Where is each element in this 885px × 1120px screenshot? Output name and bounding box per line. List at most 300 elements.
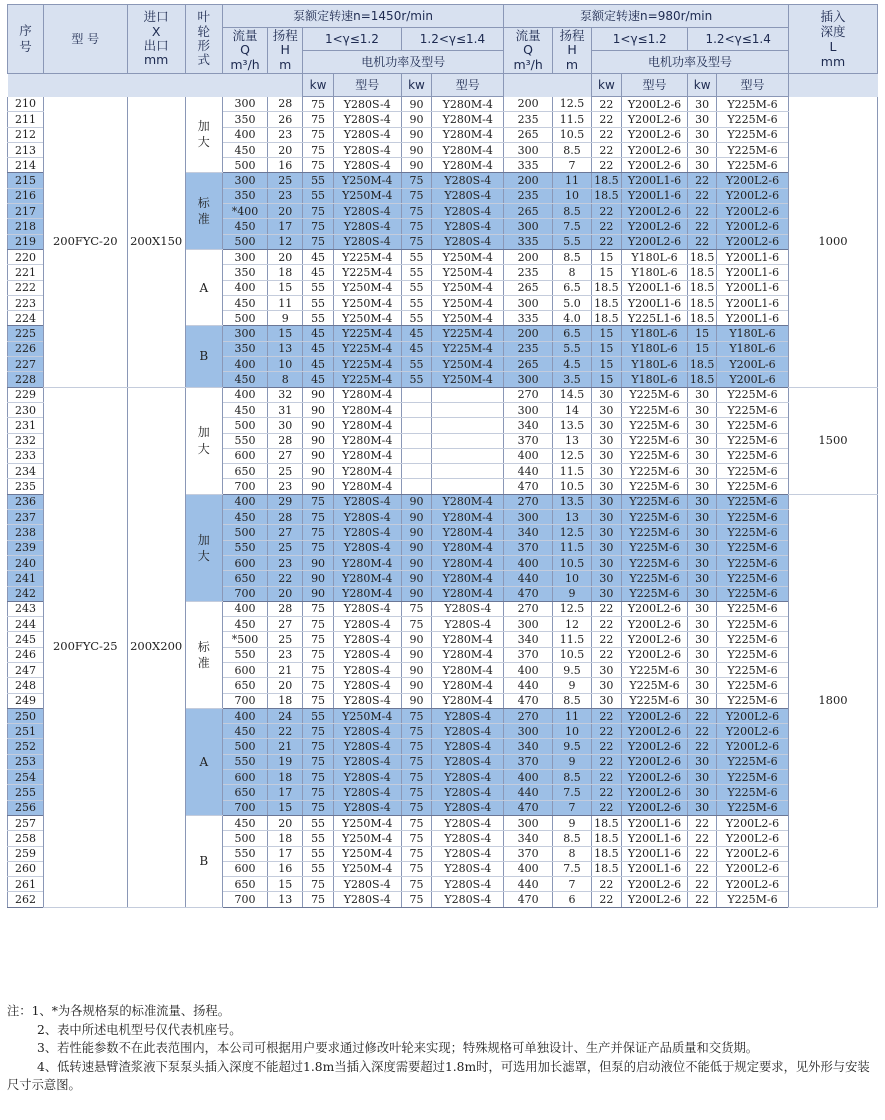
- cell-motor-g2-980: Y225M-6: [716, 112, 788, 127]
- cell-flow-1450: 600: [222, 770, 268, 785]
- cell-kw-g2-980: 30: [688, 464, 717, 479]
- cell-motor-g2-1450: Y250M-4: [432, 311, 504, 326]
- cell-motor-g1-1450: Y250M-4: [333, 311, 401, 326]
- cell-head-980: 12.5: [552, 97, 591, 112]
- cell-kw-g1-980: 22: [592, 739, 622, 754]
- cell-motor-g1-1450: Y280S-4: [333, 877, 401, 892]
- cell-head-1450: 20: [268, 678, 303, 693]
- cell-kw-g1-1450: 45: [303, 326, 334, 341]
- cell-no: 210: [8, 97, 44, 112]
- cell-no: 215: [8, 173, 44, 188]
- cell-no: 229: [8, 387, 44, 402]
- cell-motor-g2-980: Y225M-6: [716, 494, 788, 509]
- cell-motor-g1-1450: Y280S-4: [333, 693, 401, 708]
- cell-kw-g2-1450: 90: [401, 158, 432, 173]
- header-spacer-mid: [504, 74, 592, 97]
- cell-flow-980: 340: [504, 418, 553, 433]
- cell-flow-980: 300: [504, 402, 553, 417]
- cell-motor-g1-980: Y200L2-6: [621, 892, 688, 907]
- cell-kw-g1-980: 22: [592, 601, 622, 616]
- cell-kw-g1-1450: 75: [303, 601, 334, 616]
- cell-flow-1450: 350: [222, 341, 268, 356]
- cell-head-980: 11.5: [552, 632, 591, 647]
- cell-kw-g1-980: 15: [592, 326, 622, 341]
- cell-flow-1450: 400: [222, 357, 268, 372]
- cell-flow-980: 265: [504, 127, 553, 142]
- cell-no: 241: [8, 571, 44, 586]
- cell-motor-g2-980: Y200L2-6: [716, 815, 788, 830]
- cell-flow-980: 400: [504, 861, 553, 876]
- cell-motor-g2-980: Y225M-6: [716, 754, 788, 769]
- cell-motor-g2-980: Y200L1-6: [716, 295, 788, 310]
- cell-kw-g2-980: 22: [688, 892, 717, 907]
- cell-motor-g1-1450: Y280S-4: [333, 112, 401, 127]
- cell-no: 251: [8, 724, 44, 739]
- cell-kw-g2-980: 30: [688, 112, 717, 127]
- cell-kw-g2-1450: 55: [401, 372, 432, 387]
- cell-motor-g1-980: Y200L2-6: [621, 708, 688, 723]
- cell-kw-g1-1450: 90: [303, 448, 334, 463]
- cell-motor-g1-980: Y180L-6: [621, 249, 688, 264]
- cell-kw-g1-980: 22: [592, 724, 622, 739]
- cell-kw-g1-980: 30: [592, 494, 622, 509]
- cell-flow-1450: 700: [222, 892, 268, 907]
- cell-flow-980: 235: [504, 341, 553, 356]
- cell-kw-g2-1450: 90: [401, 586, 432, 601]
- cell-motor-g1-1450: Y280S-4: [333, 617, 401, 632]
- cell-head-1450: 20: [268, 815, 303, 830]
- cell-motor-g1-1450: Y225M-4: [333, 265, 401, 280]
- cell-head-1450: 27: [268, 617, 303, 632]
- cell-flow-1450: 300: [222, 97, 268, 112]
- cell-motor-g2-1450: Y280S-4: [432, 173, 504, 188]
- cell-motor-g2-980: Y180L-6: [716, 341, 788, 356]
- cell-head-1450: 20: [268, 142, 303, 157]
- cell-kw-g2-1450: 90: [401, 97, 432, 112]
- cell-motor-g2-980: Y225M-6: [716, 800, 788, 815]
- cell-kw-g2-980: 22: [688, 708, 717, 723]
- cell-flow-980: 400: [504, 770, 553, 785]
- cell-kw-g1-1450: 75: [303, 525, 334, 540]
- cell-flow-1450: 500: [222, 831, 268, 846]
- cell-kw-g1-980: 18.5: [592, 861, 622, 876]
- cell-motor-g2-980: Y200L2-6: [716, 219, 788, 234]
- cell-flow-980: 235: [504, 112, 553, 127]
- cell-kw-g1-1450: 75: [303, 632, 334, 647]
- cell-motor-g1-1450: Y280M-4: [333, 464, 401, 479]
- header-insert-depth: 插入 深度 L mm: [788, 5, 877, 74]
- cell-no: 216: [8, 188, 44, 203]
- cell-head-980: 14: [552, 402, 591, 417]
- cell-flow-980: 440: [504, 571, 553, 586]
- header-head-low: 扬程 H m: [552, 28, 591, 74]
- cell-head-980: 4.0: [552, 311, 591, 326]
- cell-kw-g1-1450: 75: [303, 739, 334, 754]
- header-motor-high: 电机功率及型号: [303, 51, 504, 74]
- cell-motor-g2-980: Y225M-6: [716, 418, 788, 433]
- cell-kw-g1-980: 22: [592, 142, 622, 157]
- cell-flow-980: 370: [504, 540, 553, 555]
- cell-motor-g1-1450: Y280S-4: [333, 892, 401, 907]
- cell-motor-g1-1450: Y225M-4: [333, 341, 401, 356]
- cell-kw-g2-1450: 90: [401, 647, 432, 662]
- cell-no: 233: [8, 448, 44, 463]
- cell-flow-980: 340: [504, 525, 553, 540]
- cell-flow-980: 470: [504, 892, 553, 907]
- cell-flow-1450: 400: [222, 280, 268, 295]
- cell-flow-980: 470: [504, 693, 553, 708]
- cell-motor-g2-1450: Y250M-4: [432, 295, 504, 310]
- cell-kw-g2-980: 30: [688, 647, 717, 662]
- header-spacer-left: [8, 74, 303, 97]
- cell-motor-g1-980: Y200L1-6: [621, 295, 688, 310]
- cell-motor-g1-980: Y225M-6: [621, 433, 688, 448]
- cell-head-1450: 20: [268, 249, 303, 264]
- cell-flow-1450: 400: [222, 601, 268, 616]
- cell-flow-980: 300: [504, 219, 553, 234]
- cell-flow-1450: 500: [222, 158, 268, 173]
- cell-head-1450: 21: [268, 739, 303, 754]
- cell-head-980: 7.5: [552, 785, 591, 800]
- cell-flow-1450: 650: [222, 785, 268, 800]
- cell-motor-g2-980: Y200L2-6: [716, 846, 788, 861]
- cell-motor-g2-980: Y200L2-6: [716, 234, 788, 249]
- cell-motor-g1-980: Y200L1-6: [621, 188, 688, 203]
- cell-kw-g2-980: 18.5: [688, 311, 717, 326]
- cell-motor-g2-1450: Y280S-4: [432, 601, 504, 616]
- cell-motor-g1-1450: Y250M-4: [333, 280, 401, 295]
- cell-flow-1450: 450: [222, 219, 268, 234]
- cell-kw-g2-980: 30: [688, 479, 717, 494]
- cell-kw-g2-1450: 75: [401, 815, 432, 830]
- cell-motor-g1-980: Y200L2-6: [621, 219, 688, 234]
- cell-motor-g2-1450: Y225M-4: [432, 341, 504, 356]
- cell-flow-1450: 300: [222, 249, 268, 264]
- cell-motor-g1-1450: Y280S-4: [333, 142, 401, 157]
- cell-no: 232: [8, 433, 44, 448]
- cell-motor-g1-980: Y225M-6: [621, 510, 688, 525]
- cell-motor-g1-1450: Y250M-4: [333, 295, 401, 310]
- cell-motor-g1-980: Y200L1-6: [621, 815, 688, 830]
- cell-kw-g1-980: 30: [592, 387, 622, 402]
- cell-kw-g1-1450: 45: [303, 341, 334, 356]
- cell-flow-980: 270: [504, 494, 553, 509]
- cell-motor-g2-1450: Y250M-4: [432, 372, 504, 387]
- notes-section: [7, 1002, 879, 1095]
- cell-kw-g2-1450: [401, 433, 432, 448]
- cell-kw-g2-1450: 75: [401, 188, 432, 203]
- cell-head-1450: 11: [268, 295, 303, 310]
- cell-motor-g2-1450: Y280S-4: [432, 739, 504, 754]
- cell-kw-g1-1450: 55: [303, 311, 334, 326]
- cell-kw-g2-1450: 90: [401, 662, 432, 677]
- cell-motor-g1-980: Y200L2-6: [621, 158, 688, 173]
- cell-motor-g2-980: Y225M-6: [716, 785, 788, 800]
- header-head-high: 扬程 H m: [268, 28, 303, 74]
- cell-head-980: 6.5: [552, 326, 591, 341]
- cell-head-980: 6.5: [552, 280, 591, 295]
- cell-head-980: 7.5: [552, 861, 591, 876]
- cell-motor-g1-1450: Y250M-4: [333, 861, 401, 876]
- cell-motor-g2-1450: [432, 387, 504, 402]
- cell-head-1450: 21: [268, 662, 303, 677]
- cell-motor-g1-1450: Y225M-4: [333, 372, 401, 387]
- cell-head-1450: 15: [268, 280, 303, 295]
- cell-motor-g2-980: Y225M-6: [716, 142, 788, 157]
- cell-kw-g2-980: 15: [688, 341, 717, 356]
- cell-head-980: 9: [552, 586, 591, 601]
- cell-motor-g1-1450: Y280S-4: [333, 724, 401, 739]
- cell-kw-g1-980: 30: [592, 448, 622, 463]
- cell-kw-g1-1450: 75: [303, 234, 334, 249]
- cell-motor-g2-1450: Y280S-4: [432, 861, 504, 876]
- cell-kw-g2-980: 30: [688, 494, 717, 509]
- cell-flow-1450: 350: [222, 112, 268, 127]
- cell-kw-g2-980: 30: [688, 142, 717, 157]
- cell-kw-g2-1450: 55: [401, 280, 432, 295]
- cell-motor-g1-1450: Y280M-4: [333, 418, 401, 433]
- cell-motor-g1-1450: Y225M-4: [333, 249, 401, 264]
- cell-kw-g1-980: 30: [592, 402, 622, 417]
- cell-kw-g1-980: 30: [592, 540, 622, 555]
- cell-head-980: 13.5: [552, 418, 591, 433]
- cell-kw-g2-1450: 75: [401, 204, 432, 219]
- cell-motor-g2-1450: Y280S-4: [432, 800, 504, 815]
- cell-motor-g2-1450: Y280M-4: [432, 693, 504, 708]
- cell-flow-1450: 300: [222, 326, 268, 341]
- cell-motor-g1-980: Y200L2-6: [621, 800, 688, 815]
- cell-motor-g2-980: Y200L2-6: [716, 724, 788, 739]
- header-type-2: 型号: [432, 74, 504, 97]
- cell-motor-g1-1450: Y250M-4: [333, 846, 401, 861]
- cell-kw-g1-980: 30: [592, 555, 622, 570]
- cell-head-980: 8.5: [552, 249, 591, 264]
- cell-head-980: 7: [552, 877, 591, 892]
- cell-kw-g2-980: 30: [688, 448, 717, 463]
- cell-flow-1450: 550: [222, 540, 268, 555]
- cell-kw-g1-980: 22: [592, 754, 622, 769]
- cell-kw-g1-1450: 90: [303, 402, 334, 417]
- cell-head-980: 10.5: [552, 647, 591, 662]
- cell-no: 224: [8, 311, 44, 326]
- cell-kw-g1-980: 22: [592, 97, 622, 112]
- cell-flow-1450: 350: [222, 265, 268, 280]
- cell-kw-g1-980: 18.5: [592, 295, 622, 310]
- cell-head-980: 8.5: [552, 693, 591, 708]
- cell-kw-g2-1450: 75: [401, 234, 432, 249]
- cell-no: 250: [8, 708, 44, 723]
- cell-motor-g1-980: Y200L1-6: [621, 846, 688, 861]
- cell-motor-g1-1450: Y280M-4: [333, 479, 401, 494]
- cell-kw-g2-1450: [401, 387, 432, 402]
- cell-motor-g2-1450: Y280S-4: [432, 234, 504, 249]
- cell-no: 258: [8, 831, 44, 846]
- note-3: 3、若性能参数不在此表范围内，本公司可根据用户要求通过修改叶轮来实现；特殊规格可单独设计、生产并保证产品质量和交货期。: [37, 1041, 759, 1055]
- cell-insert-depth: 1800: [788, 494, 877, 907]
- cell-motor-g2-1450: Y280S-4: [432, 204, 504, 219]
- cell-kw-g1-1450: 90: [303, 586, 334, 601]
- cell-motor-g2-1450: Y280S-4: [432, 846, 504, 861]
- cell-motor-g1-980: Y225L1-6: [621, 311, 688, 326]
- cell-motor-g1-1450: Y280S-4: [333, 127, 401, 142]
- cell-motor-g1-980: Y225M-6: [621, 678, 688, 693]
- cell-kw-g2-980: 30: [688, 586, 717, 601]
- cell-no: 254: [8, 770, 44, 785]
- cell-head-1450: 23: [268, 479, 303, 494]
- cell-kw-g2-1450: 45: [401, 326, 432, 341]
- cell-head-980: 5.5: [552, 234, 591, 249]
- cell-no: 222: [8, 280, 44, 295]
- cell-no: 249: [8, 693, 44, 708]
- cell-flow-1450: 550: [222, 846, 268, 861]
- cell-kw-g2-1450: 75: [401, 785, 432, 800]
- cell-flow-980: 300: [504, 815, 553, 830]
- cell-motor-g2-980: Y225M-6: [716, 617, 788, 632]
- cell-head-1450: 28: [268, 510, 303, 525]
- cell-kw-g1-1450: 55: [303, 295, 334, 310]
- cell-head-1450: 12: [268, 234, 303, 249]
- cell-kw-g2-1450: 90: [401, 510, 432, 525]
- cell-head-1450: 31: [268, 402, 303, 417]
- header-kw-1: kw: [303, 74, 334, 97]
- cell-head-980: 6: [552, 892, 591, 907]
- cell-motor-g2-980: Y225M-6: [716, 448, 788, 463]
- header-kw-4: kw: [688, 74, 717, 97]
- cell-flow-980: 300: [504, 617, 553, 632]
- cell-head-980: 7: [552, 158, 591, 173]
- cell-motor-g2-980: Y200L2-6: [716, 739, 788, 754]
- cell-impeller-type: 加 大: [185, 97, 222, 173]
- cell-insert-depth: 1000: [788, 97, 877, 388]
- cell-kw-g1-980: 30: [592, 571, 622, 586]
- cell-flow-980: 300: [504, 295, 553, 310]
- cell-motor-g2-980: Y225M-6: [716, 402, 788, 417]
- cell-motor-g1-980: Y200L2-6: [621, 601, 688, 616]
- cell-motor-g2-1450: Y280M-4: [432, 662, 504, 677]
- cell-motor-g1-980: Y200L2-6: [621, 770, 688, 785]
- cell-no: 220: [8, 249, 44, 264]
- cell-head-980: 9.5: [552, 662, 591, 677]
- cell-kw-g1-980: 30: [592, 418, 622, 433]
- cell-kw-g1-980: 22: [592, 127, 622, 142]
- cell-kw-g2-980: 22: [688, 188, 717, 203]
- cell-kw-g1-980: 15: [592, 341, 622, 356]
- cell-motor-g2-980: Y225M-6: [716, 678, 788, 693]
- cell-kw-g2-980: 15: [688, 326, 717, 341]
- cell-motor-g2-1450: Y280M-4: [432, 510, 504, 525]
- cell-motor-g2-980: Y225M-6: [716, 892, 788, 907]
- cell-motor-g2-980: Y225M-6: [716, 464, 788, 479]
- cell-motor-g2-980: Y200L1-6: [716, 265, 788, 280]
- cell-head-980: 5.5: [552, 341, 591, 356]
- cell-motor-g2-980: Y200L2-6: [716, 877, 788, 892]
- cell-kw-g1-980: 30: [592, 586, 622, 601]
- cell-kw-g2-980: 18.5: [688, 372, 717, 387]
- cell-flow-1450: 600: [222, 448, 268, 463]
- cell-impeller-type: B: [185, 815, 222, 907]
- cell-motor-g1-980: Y200L1-6: [621, 280, 688, 295]
- cell-head-980: 11.5: [552, 464, 591, 479]
- cell-motor-g2-980: Y200L2-6: [716, 708, 788, 723]
- cell-kw-g1-1450: 55: [303, 188, 334, 203]
- cell-head-1450: 17: [268, 785, 303, 800]
- cell-motor-g1-980: Y225M-6: [621, 586, 688, 601]
- cell-kw-g1-1450: 90: [303, 555, 334, 570]
- cell-flow-980: 440: [504, 785, 553, 800]
- cell-kw-g2-980: 30: [688, 555, 717, 570]
- cell-motor-g2-980: Y200L2-6: [716, 861, 788, 876]
- cell-motor-g1-1450: Y280S-4: [333, 785, 401, 800]
- header-spacer-right: [788, 74, 877, 97]
- cell-kw-g2-980: 30: [688, 770, 717, 785]
- cell-motor-g2-1450: Y280M-4: [432, 571, 504, 586]
- cell-kw-g2-1450: [401, 479, 432, 494]
- table-header: [8, 5, 878, 97]
- cell-kw-g1-980: 30: [592, 525, 622, 540]
- cell-no: 223: [8, 295, 44, 310]
- cell-kw-g2-980: 30: [688, 418, 717, 433]
- cell-no: 237: [8, 510, 44, 525]
- cell-kw-g2-980: 30: [688, 678, 717, 693]
- cell-motor-g2-980: Y225M-6: [716, 601, 788, 616]
- cell-kw-g1-980: 18.5: [592, 311, 622, 326]
- cell-head-1450: 19: [268, 754, 303, 769]
- cell-motor-g1-980: Y225M-6: [621, 494, 688, 509]
- cell-kw-g1-980: 15: [592, 249, 622, 264]
- cell-head-1450: 17: [268, 219, 303, 234]
- cell-motor-g1-1450: Y280M-4: [333, 387, 401, 402]
- cell-motor-g1-1450: Y280S-4: [333, 770, 401, 785]
- cell-kw-g2-1450: [401, 402, 432, 417]
- cell-no: 242: [8, 586, 44, 601]
- cell-flow-1450: 600: [222, 861, 268, 876]
- cell-kw-g1-980: 18.5: [592, 188, 622, 203]
- cell-kw-g2-1450: 75: [401, 800, 432, 815]
- cell-flow-980: 300: [504, 372, 553, 387]
- cell-motor-g2-1450: Y280M-4: [432, 158, 504, 173]
- cell-flow-980: 200: [504, 326, 553, 341]
- cell-head-1450: 23: [268, 188, 303, 203]
- cell-no: 261: [8, 877, 44, 892]
- cell-kw-g2-1450: 90: [401, 540, 432, 555]
- cell-head-980: 8: [552, 265, 591, 280]
- cell-kw-g1-980: 30: [592, 464, 622, 479]
- cell-impeller-type: B: [185, 326, 222, 387]
- cell-motor-g2-1450: Y280S-4: [432, 785, 504, 800]
- cell-no: 231: [8, 418, 44, 433]
- cell-kw-g1-980: 30: [592, 693, 622, 708]
- cell-motor-g1-1450: Y280M-4: [333, 448, 401, 463]
- cell-kw-g2-980: 22: [688, 234, 717, 249]
- cell-head-1450: 13: [268, 341, 303, 356]
- cell-head-980: 5.0: [552, 295, 591, 310]
- cell-motor-g2-980: Y225M-6: [716, 770, 788, 785]
- cell-kw-g2-1450: 90: [401, 142, 432, 157]
- cell-kw-g2-1450: [401, 464, 432, 479]
- cell-kw-g2-980: 30: [688, 433, 717, 448]
- cell-head-980: 9: [552, 678, 591, 693]
- cell-kw-g1-1450: 75: [303, 693, 334, 708]
- cell-kw-g1-1450: 45: [303, 357, 334, 372]
- cell-motor-g2-980: Y225M-6: [716, 571, 788, 586]
- cell-head-1450: 9: [268, 311, 303, 326]
- cell-flow-1450: 450: [222, 724, 268, 739]
- cell-kw-g1-1450: 90: [303, 571, 334, 586]
- cell-motor-g1-980: Y225M-6: [621, 448, 688, 463]
- cell-kw-g1-1450: 90: [303, 387, 334, 402]
- cell-flow-1450: 400: [222, 127, 268, 142]
- cell-motor-g2-1450: Y280M-4: [432, 112, 504, 127]
